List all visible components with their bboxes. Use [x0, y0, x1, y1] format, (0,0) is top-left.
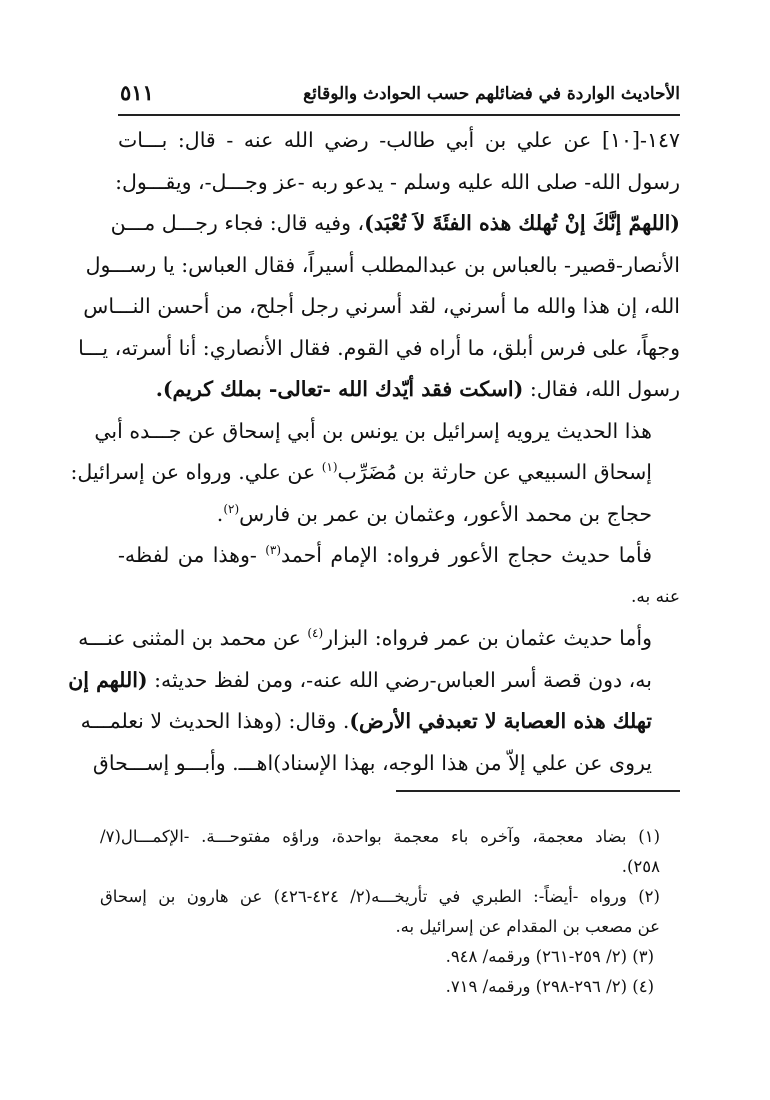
text-segment: حجاج بن محمد الأعور، وعثمان بن عمر بن فارس	[239, 501, 652, 526]
text-line	[78, 618, 680, 660]
footnote-ref[interactable]: (٤)	[307, 626, 324, 641]
main-text	[68, 120, 680, 784]
page-number: ٥١١	[120, 80, 154, 105]
hadith-quote: (اللهمّ إنَّكَ إنْ تُهلك هذه الفئَةَ لاَ تُعْبَد)	[364, 211, 680, 235]
text-line	[118, 494, 680, 536]
hadith-quote: (اللهم إن	[68, 667, 148, 692]
text-line	[118, 369, 680, 411]
footnote-ref[interactable]: (٢)	[223, 501, 240, 516]
text-line: يروى عن علي إلاّ من هذا الوجه، بهذا الإسناد)اهـــ. وأبـــو إســـحاق	[92, 750, 652, 775]
footnote-2: (٢) ورواه -أيضاً-: الطبري في تأريخـــه(٢/ ٤٢٤-٤٢٦) عن هارون بن إسحاق	[100, 887, 660, 906]
footnote-1-cont: ٢٥٨).	[621, 857, 660, 876]
footnotes	[100, 822, 682, 1002]
text-line	[70, 452, 680, 494]
text-line: الأنصار-قصير- بالعباس بن عبدالمطلب أسيراً، فقال العباس: يا رســـول	[85, 252, 680, 277]
text-segment: عن علي. ورواه عن إسرائيل:	[70, 460, 322, 484]
text-segment: به، دون قصة أسر العباس-رضي الله عنه-، ومن لفظ حديثه:	[147, 667, 652, 692]
text-segment: عن محمد بن المثنى عنـــه	[78, 626, 308, 650]
text-line: وجهاً، على فرس أبلق، ما أراه في القوم. فقال الأنصاري: أنا أسرته، يـــا	[78, 335, 680, 360]
text-line: هذا الحديث يرويه إسرائيل بن يونس بن أبي إسحاق عن جـــده أبي	[94, 418, 652, 443]
footnote-ref[interactable]: (٣)	[265, 543, 282, 558]
running-title: الأحاديث الواردة في فضائلهم حسب الحوادث والوقائع	[303, 84, 680, 104]
text-line	[110, 203, 680, 245]
text-segment: .	[216, 501, 224, 526]
text-segment: وأما حديث عثمان بن عمر فرواه: البزار	[323, 626, 652, 650]
page-header	[118, 78, 680, 116]
text-segment: . وقال: (وهذا الحديث لا نعلمـــه	[80, 709, 350, 733]
text-segment: فأما حديث حجاج الأعور فرواه: الإمام أحمد	[281, 543, 652, 567]
text-line: الله، إن هذا والله ما أسرني، لقد أسرني رجل أجلح، من أحسن النـــاس	[83, 294, 680, 318]
text-segment: -وهذا من لفظه-	[118, 543, 266, 567]
commentary-paragraph	[70, 411, 680, 536]
text-line	[80, 701, 680, 743]
commentary-paragraph	[118, 535, 680, 618]
hadith-quote: تهلك هذه العصابة لا تعبدفي الأرض)	[349, 709, 652, 733]
commentary-paragraph	[68, 618, 680, 784]
text-segment: ، وفيه قال: فجاء رجـــل مـــن	[110, 211, 365, 235]
hadith-quote: (اسكت فقد أيّدك الله -تعالى- بملك كريم).	[155, 377, 524, 401]
footnote-ref[interactable]: (١)	[321, 460, 338, 475]
text-line: ١٤٧-[١٠] عن علي بن أبي طالب- رضي الله عنه - قال: بـــات	[118, 128, 680, 152]
footnote-2-cont: عن مصعب بن المقدام عن إسرائيل به.	[395, 917, 660, 936]
footnote-3: (٣) (٢/ ٢٥٩-٢٦١) ورقمه/ ٩٤٨.	[445, 947, 654, 966]
footnote-1: (١) بضاد معجمة، وآخره باء معجمة بواحدة، وراؤه مفتوحـــة. -الإكمـــال(٧/	[100, 827, 660, 846]
text-line: رسول الله- صلى الله عليه وسلم - يدعو ربه -عز وجـــل-، ويقـــول:	[115, 169, 680, 194]
text-line	[68, 660, 680, 702]
hadith-paragraph	[78, 120, 680, 411]
footnote-separator	[396, 790, 680, 792]
text-line	[118, 535, 680, 577]
footnote-4: (٤) (٢/ ٢٩٦-٢٩٨) ورقمه/ ٧١٩.	[445, 977, 654, 996]
text-segment: رسول الله، فقال:	[523, 377, 680, 401]
text-line: عنه به.	[630, 586, 680, 607]
text-segment: إسحاق السبيعي عن حارثة بن مُضَرِّب	[337, 460, 652, 484]
